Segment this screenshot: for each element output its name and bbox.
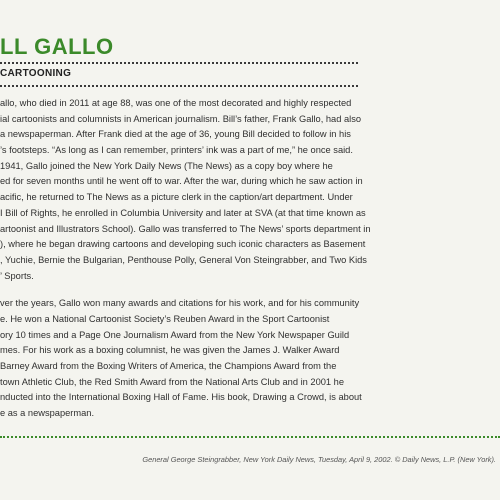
body-text-line: 1941, Gallo joined the New York Daily News (The News) as a copy boy where he (0, 160, 333, 171)
body-text-line: e. He won a National Cartoonist Society’s Reuben Award in the Sport Cartoonist (0, 313, 330, 324)
body-text-line: Barney Award from the Boxing Writers of America, the Champions Award from the (0, 361, 337, 371)
body-text-line: ial cartoonists and columnists in American journalism. Bill’s father, Frank Gallo, had also (0, 113, 362, 124)
body-text-line: acific, he returned to The News as a picture clerk in the caption/art department. Under (0, 192, 353, 203)
body-text-line: a newspaperman. After Frank died at the age of 36, young Bill decided to follow in his (0, 129, 351, 140)
body-text-line: ory 10 times and a Page One Journalism Award from the New York Newspaper Guild (0, 329, 350, 340)
body-text-line: town Athletic Club, the Red Smith Award from the National Arts Club and in 2001 he (0, 376, 345, 387)
body-text-line: ver the years, Gallo won many awards and citations for his work, and for his community (0, 298, 360, 309)
section-subtitle: CARTOONING (0, 68, 72, 79)
subtitle-divider (0, 85, 358, 87)
body-text-line: mes. For his work as a boxing columnist, he was given the James J. Walker Award (0, 345, 340, 356)
body-text-line: allo, who died in 2011 at age 88, was one of the most decorated and highly respected (0, 98, 352, 108)
page-title: LL GALLO (0, 34, 114, 59)
body-text-line: , Yuchie, Bernie the Bulgarian, Penthouse Polly, General Von Steingrabber, and Two Kids (0, 254, 367, 265)
body-text-line: ’s footsteps. “As long as I can remember, printers’ ink was a part of me,” he once said. (0, 145, 353, 156)
body-text-line: e as a newspaperman. (0, 408, 95, 419)
body-text-line: ’ Sports. (0, 270, 34, 281)
body-text-line: ), where he began drawing cartoons and developing such iconic characters as Basement (0, 239, 366, 250)
body-text-line: ed for seven months until he went off to war. After the war, during which he saw action in (0, 176, 363, 187)
body-text-line: I Bill of Rights, he enrolled in Columbia University and later at SVA (at that time known as (0, 207, 366, 218)
paragraph-gap (0, 284, 362, 296)
image-credit: General George Steingrabber, New York Daily News, Tuesday, April 9, 2002. © Daily News, L.P. (New York). (142, 455, 496, 464)
body-text-line: artoonist and Illustrators School). Gallo was transferred to The News’ sports department in (0, 223, 371, 234)
footer-divider (0, 436, 500, 438)
body-text-line: nducted into the International Boxing Hall of Fame. His book, Drawing a Crowd, is about (0, 392, 362, 403)
article-body (0, 96, 371, 422)
title-divider (0, 62, 358, 64)
